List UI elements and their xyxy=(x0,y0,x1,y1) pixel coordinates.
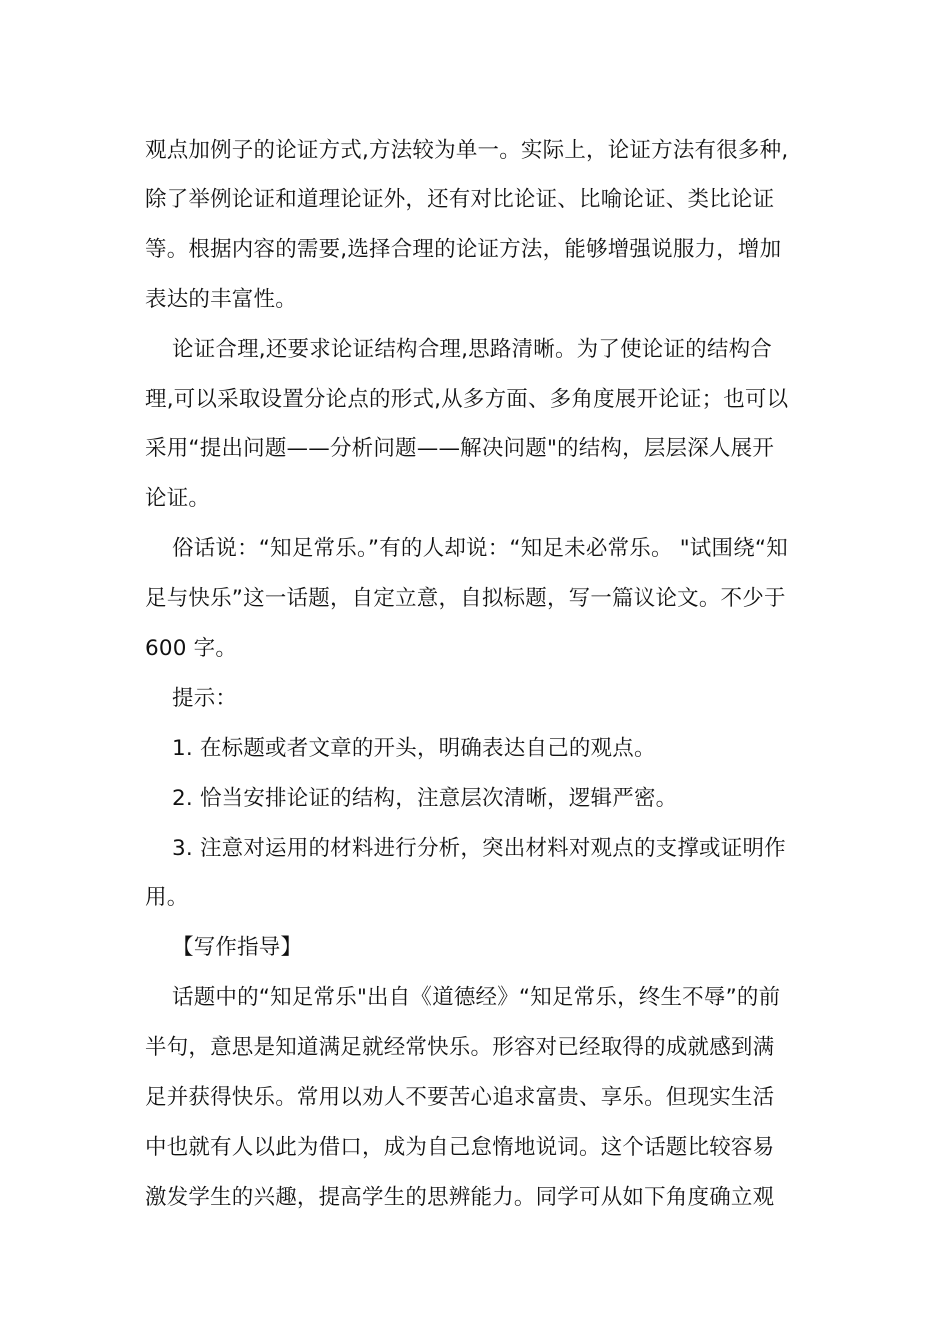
text-line: 2. 恰当安排论证的结构，注意层次清晰，逻辑严密。 xyxy=(172,786,678,811)
text-line: 用。 xyxy=(145,885,189,910)
text-line: 3. 注意对运用的材料进行分析，突出材料对观点的支撑或证明作 xyxy=(172,836,786,861)
text-line: 足与快乐”这一话题，自定立意，自拟标题，写一篇议论文。不少于 xyxy=(145,586,786,611)
text-line: 足并获得快乐。常用以劝人不要苦心追求富贵、享乐。但现实生活 xyxy=(145,1085,775,1110)
text-line: 1. 在标题或者文章的开头，明确表达自己的观点。 xyxy=(172,736,656,761)
text-line: 论证。 xyxy=(145,486,211,511)
text-line: 激发学生的兴趣，提高学生的思辨能力。同学可从如下角度确立观 xyxy=(145,1185,775,1210)
text-line: 除了举例论证和道理论证外，还有对比论证、比喻论证、类比论证 xyxy=(145,187,775,212)
text-line: 论证合理,还要求论证结构合理,思路清晰。为了使论证的结构合 xyxy=(172,337,772,362)
text-line: 600 字。 xyxy=(145,636,238,661)
text-line: 表达的丰富性。 xyxy=(145,287,297,312)
text-line: 话题中的“知足常乐"出自《道德经》“知足常乐，终生不辱”的前 xyxy=(172,985,781,1010)
text-line: 观点加例子的论证方式,方法较为单一。实际上，论证方法有很多种, xyxy=(145,138,789,163)
text-line: 中也就有人以此为借口，成为自己怠惰地说词。这个话题比较容易 xyxy=(145,1135,775,1160)
section-heading: 【写作指导】 xyxy=(172,935,303,960)
text-line: 俗话说：“知足常乐。”有的人却说：“知足未必常乐。 "试围绕“知 xyxy=(172,536,788,561)
text-line: 半句，意思是知道满足就经常快乐。形容对已经取得的成就感到满 xyxy=(145,1035,775,1060)
text-line: 采用“提出问题——分析问题——解决问题"的结构，层层深人展开 xyxy=(145,436,775,461)
text-line: 提示： xyxy=(172,686,238,711)
text-line: 等。根据内容的需要,选择合理的论证方法，能够增强说服力，增加 xyxy=(145,237,782,262)
text-line: 理,可以采取设置分论点的形式,从多方面、多角度展开论证；也可以 xyxy=(145,387,789,412)
